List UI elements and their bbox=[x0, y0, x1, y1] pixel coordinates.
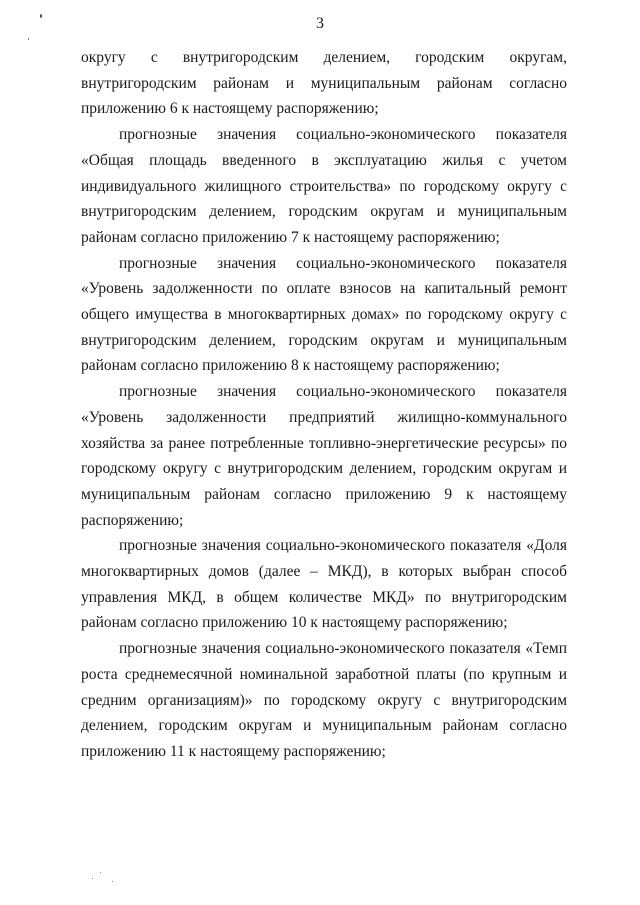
page-number: 3 bbox=[316, 15, 324, 32]
scan-speck bbox=[28, 38, 29, 40]
paragraph-1: округу с внутригородским делением, городским округам, внутригородским районам и муниципальным районам согласно приложению 6 к настоящему распоряжению; bbox=[81, 49, 567, 118]
scan-speck bbox=[112, 881, 113, 882]
paragraph-3: прогнозные значения социально-экономического показателя «Уровень задолженности по оплате взносов на капитальный ремонт общего имущества в многоквартирных домах» по городскому округу с внутригородским делением, городским округам и муниципальным районам согласно приложению 8 к настоящему распоряжению; bbox=[81, 254, 567, 375]
scan-speck bbox=[40, 14, 42, 18]
paragraph-6: прогнозные значения социально-экономического показателя «Темп роста среднемесячной номинальной заработной платы (по крупным и средним организациям)» по городскому округу с внутригородским делением, городским округам и муниципальным районам согласно приложению 11 к настоящему распоряжению; bbox=[81, 640, 567, 760]
scan-speck bbox=[92, 878, 93, 879]
paragraph-4: прогнозные значения социально-экономического показателя «Уровень задолженности предприятий жилищно-коммунального хозяйства за ранее потребленные топливно-энергетические ресурсы» по городскому округу с внутригородским делением, городским округам и муниципальным районам согласно приложению 9 к настоящему распоряжению; bbox=[81, 383, 567, 529]
document-body bbox=[81, 45, 567, 765]
paragraph-2: прогнозные значения социально-экономического показателя «Общая площадь введенного в эксплуатацию жилья с учетом индивидуального жилищного строительства» по городскому округу с внутригородским делением, городским округам и муниципальным районам согласно приложению 7 к настоящему распоряжению; bbox=[81, 126, 567, 246]
scan-speck bbox=[100, 872, 101, 873]
paragraph-5: прогнозные значения социально-экономического показателя «Доля многоквартирных домов (далее – МКД), в которых выбран способ управления МКД, в общем количестве МКД» по внутригородским районам согласно приложению 10 к настоящему распоряжению; bbox=[81, 537, 567, 632]
